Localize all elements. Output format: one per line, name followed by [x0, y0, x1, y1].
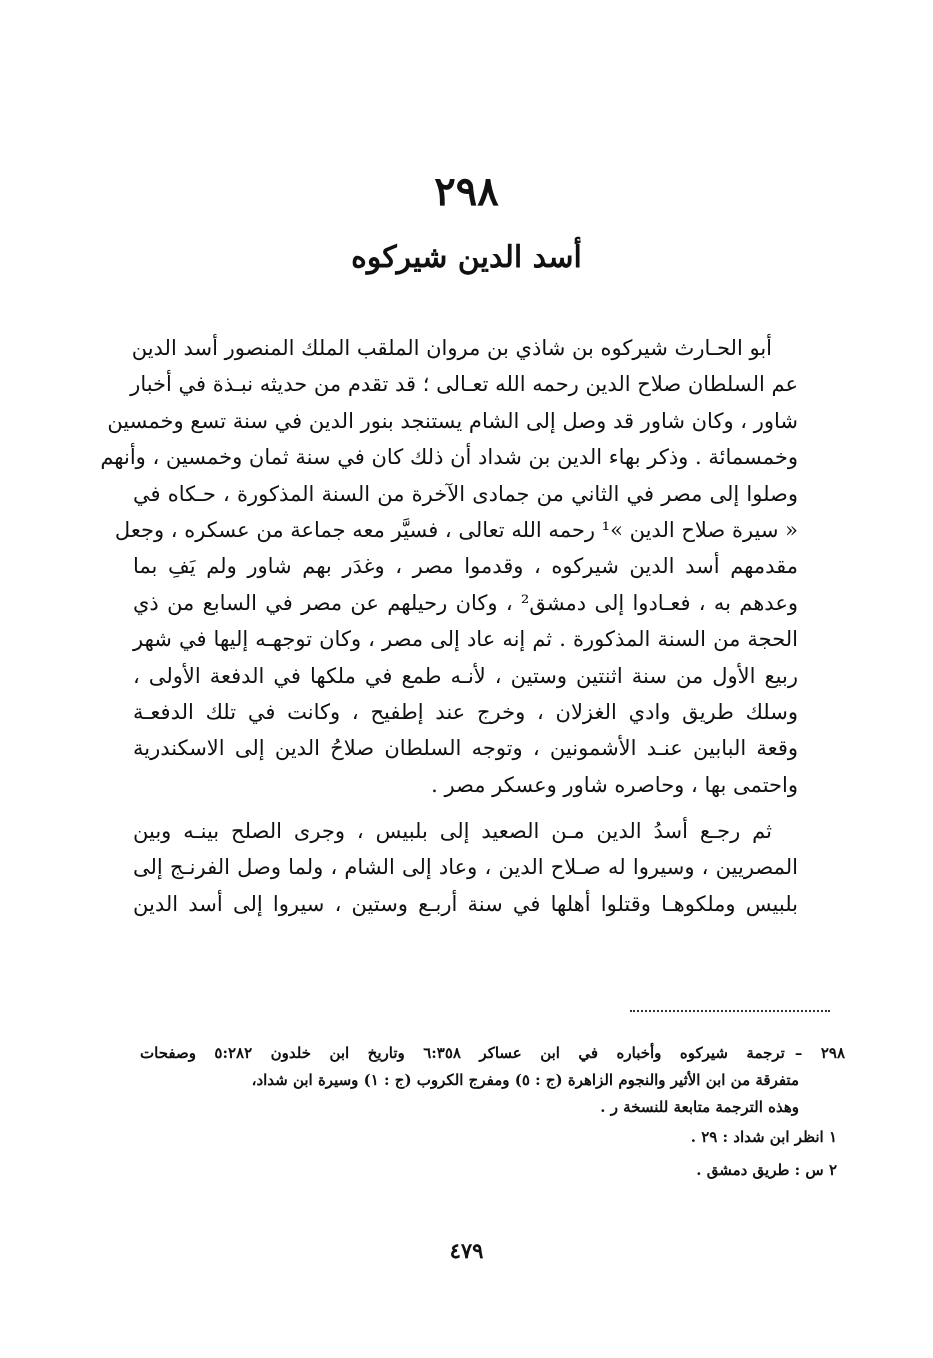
text-line: واحتمى بها ، وحاصره شاور وعسكر مصر .: [431, 772, 798, 797]
footnote-2: ٢ س : طريق دمشق .: [696, 1161, 837, 1179]
paragraph: [100, 330, 798, 803]
text-line: أبو الحـارث شيركوه بن شاذي بن مروان الملقب الملك المنصور أسد الدين: [131, 336, 772, 360]
footnote-number: ٢٩٨ –: [794, 1044, 845, 1062]
text-line: المصريين ، وسيروا له صـلاح الدين ، وعاد إلى الشام ، ولما وصل الفرنـج إلى: [133, 855, 798, 880]
page-number: ٤٧٩: [449, 1238, 484, 1263]
text-line: وصلوا إلى مصر في الثاني من جمادى الآخرة من السنة المذكورة ، حـكاه في: [133, 481, 798, 506]
text-line: ربيع الأول من سنة اثنتين وستين ، لأنـه طمع في ملكها في الدفعة الأولى ،: [133, 663, 798, 688]
text-line: وقعة البابين عنـد الأشمونين ، وتوجه السلطان صلاحُ الدين إلى الاسكندرية: [133, 736, 798, 761]
footnote-separator: [630, 1010, 830, 1012]
entry-title: أسد الدين شيركوه: [351, 240, 582, 275]
footnote-main-line: متفرقة من ابن الأثير والنجوم الزاهرة (ج : ٥) ومفرج الكروب (ج : ١) وسيرة ابن شداد،: [251, 1071, 799, 1089]
text-line: ثم رجـع أسدُ الدين مـن الصعيد إلى بلبيس ، وجرى الصلح بينـه وبين: [133, 819, 772, 844]
paragraph: [133, 813, 798, 922]
footnote-text: ترجمة شيركوه وأخباره في ابن عساكر ٦:٣٥٨ وتاريخ ابن خلدون ٥:٢٨٢ وصفحات: [140, 1044, 785, 1062]
text-line: بلبيس وملكوهـا وقتلوا أهلها في سنة أربـع وستين ، سيروا إلى أسد الدين: [133, 891, 798, 916]
footnote-main-line: وهذه الترجمة متابعة للنسخة ر .: [600, 1098, 799, 1116]
footnote-main-line: [140, 1040, 845, 1067]
entry-number: ٢٩٨: [434, 168, 499, 215]
text-line: شاور ، وكان شاور قد وصل إلى الشام يستنجد بنور الدين في سنة تسع وخمسين: [107, 408, 798, 433]
text-line: « سيرة صلاح الدين »¹ رحمه الله تعالى ، فسيَّر معه جماعة من عسكره ، وجعل: [114, 517, 798, 542]
body-text: [100, 330, 798, 922]
text-line: عم السلطان صلاح الدين رحمه الله تعـالى ؛ قد تقدم من حديثه نبـذة في أخبار: [130, 372, 798, 397]
footnote-1: ١ انظر ابن شداد : ٢٩ .: [690, 1128, 837, 1146]
text-line: وسلك طريق وادي الغزلان ، وخرج عند إطفيح ، وكانت في تلك الدفعـة: [133, 699, 798, 724]
text-line: وعدهم به ، فعـادوا إلى دمشق² ، وكان رحيلهم عن مصر في السابع من ذي: [133, 590, 798, 615]
footnotes: [140, 1040, 845, 1187]
text-line: وخمسمائة . وذكر بهاء الدين بن شداد أن ذلك كان في سنة ثمان وخمسين ، وأنهم: [100, 445, 798, 470]
text-line: الحجة من السنة المذكورة . ثم إنه عاد إلى مصر ، وكان توجهـه إليها في شهر: [133, 627, 798, 652]
text-line: مقدمهم أسد الدين شيركوه ، وقدموا مصر ، وغدَر بهم شاور ولم يَفِ بما: [133, 554, 798, 579]
paragraph-gap: [133, 803, 798, 813]
